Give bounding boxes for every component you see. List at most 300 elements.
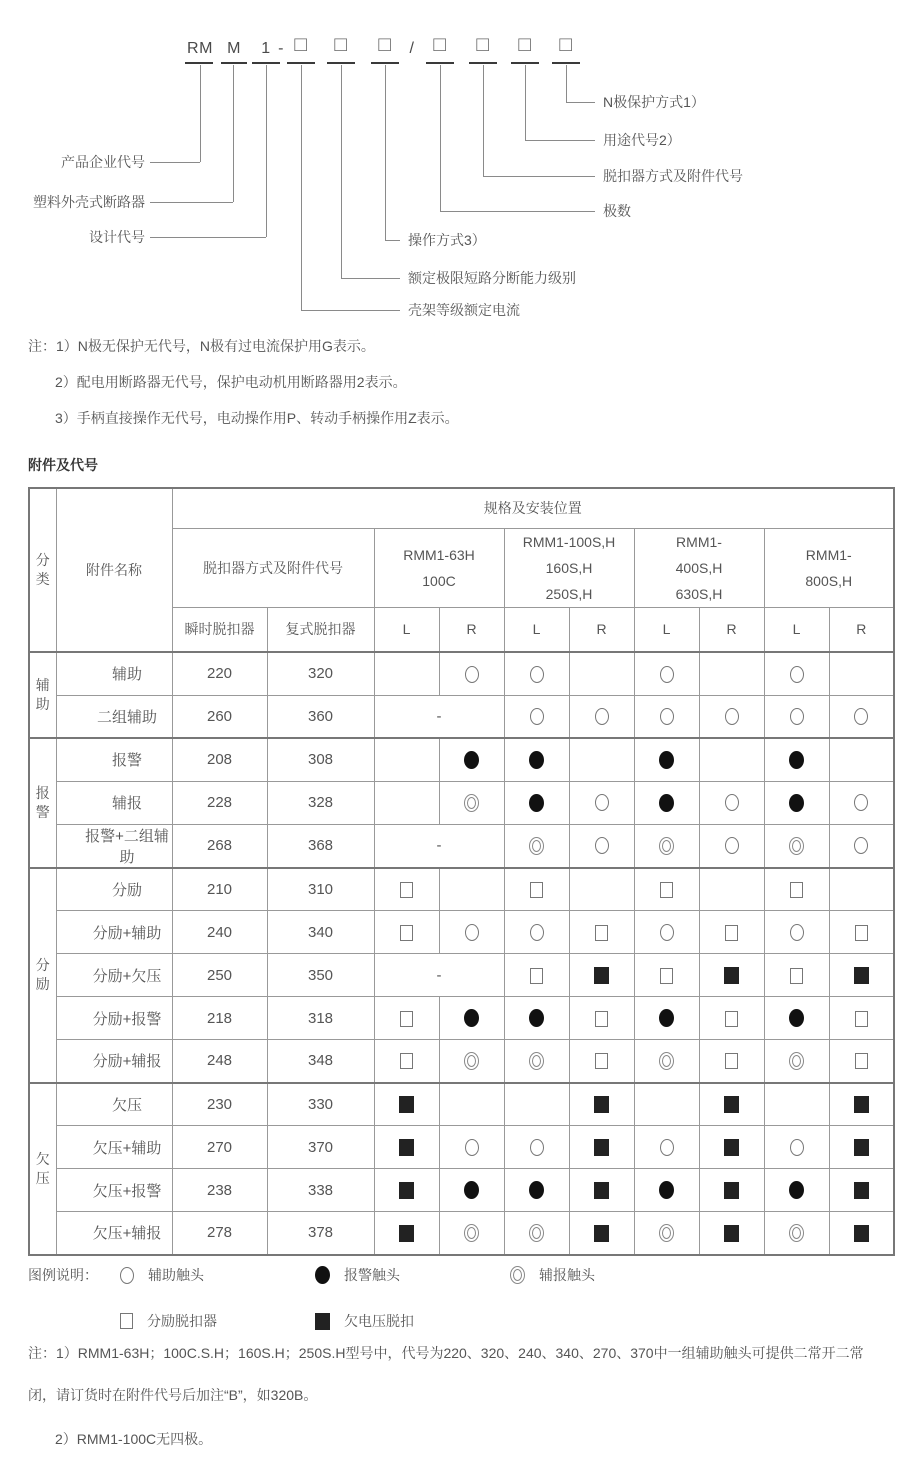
filled-square-icon: [854, 967, 869, 984]
code-number-cell: 218: [172, 997, 267, 1040]
code-underline: [552, 62, 580, 64]
symbol-cell: [439, 1169, 504, 1212]
hollow-square-icon: [400, 882, 413, 898]
hollow-circle-icon: [790, 708, 804, 725]
hollow-circle-icon: [790, 1139, 804, 1156]
filled-square-icon: [594, 1096, 609, 1113]
accessory-name-cell: 二组辅助: [56, 695, 172, 738]
hollow-circle-icon: [595, 837, 609, 854]
label-enterprise-code: 产品企业代号: [61, 154, 145, 170]
symbol-cell: [764, 1169, 829, 1212]
legend-label: 报警触头: [344, 1267, 400, 1283]
code-underline: [252, 62, 280, 64]
code-number-cell: 248: [172, 1040, 267, 1083]
double-circle-icon: [659, 1224, 674, 1242]
symbol-cell: [374, 1083, 439, 1126]
symbol-cell: [634, 1083, 699, 1126]
symbol-cell: [374, 997, 439, 1040]
symbol-cell: [764, 911, 829, 954]
filled-square-icon: [724, 1225, 739, 1242]
notes-bottom: [28, 1332, 890, 1460]
model-code-diagram: [0, 0, 900, 330]
symbol-cell: [764, 997, 829, 1040]
accessory-name-cell: 辅报: [56, 781, 172, 824]
filled-circle-icon: [529, 794, 544, 812]
code-underline: [287, 62, 315, 64]
symbol-cell: [634, 1169, 699, 1212]
symbol-cell: [699, 652, 764, 695]
filled-square-icon: [854, 1096, 869, 1113]
legend-label: 辅报触头: [539, 1267, 595, 1283]
symbol-cell: [569, 1126, 634, 1169]
table-row: [29, 1040, 894, 1083]
note-line: 2）RMM1-100C无四极。: [55, 1431, 213, 1447]
code-number-cell: 318: [267, 997, 374, 1040]
symbol-cell: [439, 1126, 504, 1169]
double-circle-icon: [659, 1052, 674, 1070]
hollow-circle-icon: [530, 924, 544, 941]
symbol-cell: [764, 1040, 829, 1083]
code-number-cell: 350: [267, 954, 374, 997]
symbol-cell: [569, 695, 634, 738]
legend-title: 图例说明：: [28, 1267, 98, 1283]
connector-line: [266, 65, 267, 237]
filled-circle-icon: [464, 1009, 479, 1027]
code-number-cell: 378: [267, 1212, 374, 1255]
symbol-cell: [569, 1040, 634, 1083]
code-number-cell: 220: [172, 652, 267, 695]
note-line: 2）配电用断路器无代号，保护电动机用断路器用2表示。: [55, 374, 407, 390]
hollow-circle-icon: [790, 666, 804, 683]
code-underline: [221, 62, 247, 64]
accessory-name-cell: 辅助: [56, 652, 172, 695]
hollow-circle-icon: [725, 708, 739, 725]
table-row: [29, 1126, 894, 1169]
symbol-cell: [439, 1212, 504, 1255]
connector-line: [150, 202, 233, 203]
symbol-cell: [699, 954, 764, 997]
hollow-square-icon: [595, 925, 608, 941]
symbol-cell: [699, 1126, 764, 1169]
symbol-cell: [699, 781, 764, 824]
filled-circle-icon: [789, 1181, 804, 1199]
filled-circle-icon: [659, 794, 674, 812]
accessory-name-cell: 分励: [56, 868, 172, 911]
connector-line: [440, 211, 595, 212]
symbol-cell: [829, 738, 894, 781]
symbol-cell: [634, 781, 699, 824]
symbol-cell: [699, 997, 764, 1040]
accessory-name-cell: 分励+欠压: [56, 954, 172, 997]
hollow-square-icon: [595, 1053, 608, 1069]
symbol-cell: [439, 997, 504, 1040]
accessory-name-cell: 欠压+报警: [56, 1169, 172, 1212]
hollow-square-icon: [855, 1053, 868, 1069]
filled-square-icon: [854, 1182, 869, 1199]
code-box: □: [559, 33, 573, 56]
accessory-name-cell: 欠压+辅助: [56, 1126, 172, 1169]
filled-square-icon: [399, 1225, 414, 1242]
compound-release-header: 复式脱扣器: [267, 607, 374, 652]
double-circle-icon: [529, 1052, 544, 1070]
legend-row-2: [28, 1308, 888, 1334]
symbol-cell: [829, 911, 894, 954]
category-cell: [29, 868, 56, 1083]
code-number-cell: 308: [267, 738, 374, 781]
hollow-circle-icon: [530, 1139, 544, 1156]
symbol-cell: [699, 738, 764, 781]
filled-square-icon: [854, 1225, 869, 1242]
hollow-circle-icon: [790, 924, 804, 941]
category-label: 辅助: [35, 677, 50, 712]
symbol-cell: [829, 1126, 894, 1169]
double-circle-icon: [789, 1224, 804, 1242]
hollow-circle-icon: [854, 837, 868, 854]
symbol-cell: [439, 781, 504, 824]
code-box: □: [518, 33, 532, 56]
hollow-square-icon: [855, 1011, 868, 1027]
symbol-cell: [569, 911, 634, 954]
connector-line: [385, 65, 386, 240]
model-header-1: RMM1-100S,H 160S,H 250S,H: [504, 528, 634, 607]
connector-line: [483, 65, 484, 176]
code-number-cell: 240: [172, 911, 267, 954]
code-number-cell: 210: [172, 868, 267, 911]
symbol-cell: [374, 1212, 439, 1255]
code-number-cell: 368: [267, 824, 374, 868]
symbol-cell: [634, 954, 699, 997]
symbol-cell: [504, 695, 569, 738]
hollow-circle-icon: [530, 666, 544, 683]
code-number-cell: 250: [172, 954, 267, 997]
filled-circle-icon: [789, 1009, 804, 1027]
table-row: [29, 868, 894, 911]
label-frame-rated-current: 壳架等级额定电流: [408, 302, 520, 318]
symbol-cell: [569, 1169, 634, 1212]
symbol-cell: [764, 1212, 829, 1255]
section-title: 附件及代号: [28, 457, 98, 473]
hollow-circle-icon: [660, 1139, 674, 1156]
table-row: [29, 954, 894, 997]
double-circle-icon: [464, 1052, 479, 1070]
filled-square-icon: [724, 967, 739, 984]
symbol-cell: [829, 868, 894, 911]
double-circle-icon: [529, 1224, 544, 1242]
symbol-cell: [764, 652, 829, 695]
hollow-square-icon: [790, 882, 803, 898]
accessory-name-cell: 分励+辅助: [56, 911, 172, 954]
symbol-cell: [504, 1126, 569, 1169]
symbol-cell: [634, 911, 699, 954]
lr-header: L: [764, 607, 829, 652]
note-line: 注：1）RMM1-63H；100C.S.H；160S.H；250S.H型号中，代号为220、320、240、340、270、370中一组辅助触头可提供二常开二常闭，请订货时在附件代号后加注“B”，如320B。: [28, 1345, 864, 1403]
filled-circle-icon: [464, 751, 479, 769]
hollow-circle-icon: [854, 794, 868, 811]
symbol-cell: [634, 1040, 699, 1083]
symbol-cell: [439, 911, 504, 954]
symbol-cell: [634, 738, 699, 781]
spec-position-header: 规格及安装位置: [172, 488, 894, 528]
category-cell: [29, 1083, 56, 1255]
symbol-cell: [504, 652, 569, 695]
hollow-circle-icon: [660, 666, 674, 683]
filled-square-icon: [724, 1139, 739, 1156]
code-underline: [185, 62, 213, 64]
symbol-cell: [374, 652, 439, 695]
code-underline: [327, 62, 355, 64]
category-label: 报警: [35, 784, 50, 820]
category-cell: [29, 652, 56, 738]
hollow-circle-icon: [465, 666, 479, 683]
filled-circle-icon: [789, 794, 804, 812]
symbol-cell: [829, 1083, 894, 1126]
table-row: [29, 997, 894, 1040]
lr-header: L: [634, 607, 699, 652]
symbol-cell: [634, 652, 699, 695]
label-usage-code: 用途代号2）: [603, 132, 681, 148]
hollow-square-icon: [595, 1011, 608, 1027]
code-number-cell: 370: [267, 1126, 374, 1169]
symbol-cell: [634, 695, 699, 738]
table-row: [29, 1169, 894, 1212]
symbol-cell: [374, 911, 439, 954]
filled-square-icon: [594, 1182, 609, 1199]
filled-circle-icon: [529, 1009, 544, 1027]
symbol-cell: [569, 954, 634, 997]
symbol-cell: [699, 1169, 764, 1212]
hollow-square-icon: [120, 1313, 133, 1329]
dash-cell: -: [374, 954, 504, 997]
connector-line: [301, 65, 302, 310]
symbol-cell: [699, 868, 764, 911]
accessories-table: [28, 487, 895, 1256]
hollow-circle-icon: [660, 708, 674, 725]
connector-line: [385, 240, 400, 241]
hollow-square-icon: [855, 925, 868, 941]
symbol-cell: [569, 738, 634, 781]
code-number-cell: 330: [267, 1083, 374, 1126]
accessory-name-cell: 分励+辅报: [56, 1040, 172, 1083]
legend-item: [315, 1311, 510, 1331]
lr-header: L: [504, 607, 569, 652]
code-box: □: [294, 33, 308, 56]
hollow-circle-icon: [595, 708, 609, 725]
header-row-1: [29, 488, 894, 528]
symbol-cell: [764, 1083, 829, 1126]
double-circle-icon: [464, 794, 479, 812]
code-box: □: [334, 33, 348, 56]
code-number-cell: 310: [267, 868, 374, 911]
symbol-cell: [439, 868, 504, 911]
code-box: □: [378, 33, 392, 56]
code-number-cell: 208: [172, 738, 267, 781]
lr-header: R: [439, 607, 504, 652]
connector-line: [150, 237, 266, 238]
code-number-cell: 328: [267, 781, 374, 824]
hollow-circle-icon: [725, 794, 739, 811]
model-header-3: RMM1- 800S,H: [764, 528, 894, 607]
dash-cell: -: [374, 824, 504, 868]
connector-line: [341, 278, 400, 279]
symbol-cell: [634, 1212, 699, 1255]
accessories-table-body: [29, 652, 894, 1255]
connector-line: [341, 65, 342, 278]
filled-square-icon: [399, 1139, 414, 1156]
filled-circle-icon: [659, 1181, 674, 1199]
hollow-square-icon: [530, 968, 543, 984]
table-row: [29, 824, 894, 868]
symbol-cell: [504, 1040, 569, 1083]
symbol-cell: [569, 997, 634, 1040]
symbol-cell: [504, 781, 569, 824]
connector-line: [440, 65, 441, 211]
filled-square-icon: [399, 1182, 414, 1199]
filled-square-icon: [315, 1313, 330, 1330]
legend-items: [120, 1265, 705, 1285]
symbol-cell: [439, 1040, 504, 1083]
symbol-cell: [504, 738, 569, 781]
hollow-square-icon: [400, 1053, 413, 1069]
lr-header: R: [699, 607, 764, 652]
symbol-cell: [829, 824, 894, 868]
code-number-cell: 230: [172, 1083, 267, 1126]
code-number-cell: 278: [172, 1212, 267, 1255]
lr-header: L: [374, 607, 439, 652]
note-line: 3）手柄直接操作无代号，电动操作用P、转动手柄操作用Z表示。: [55, 410, 459, 426]
label-breaking-capacity: 额定极限短路分断能力级别: [408, 270, 576, 286]
code-number-cell: 320: [267, 652, 374, 695]
symbol-cell: [374, 1040, 439, 1083]
double-circle-icon: [510, 1266, 525, 1284]
symbol-cell: [569, 1083, 634, 1126]
code-box: □: [476, 33, 490, 56]
symbol-cell: [764, 781, 829, 824]
code-underline: [371, 62, 399, 64]
hollow-circle-icon: [465, 1139, 479, 1156]
code-number-cell: 228: [172, 781, 267, 824]
category-header: [29, 488, 56, 652]
table-row: [29, 1212, 894, 1255]
hollow-square-icon: [530, 882, 543, 898]
symbol-cell: [699, 911, 764, 954]
code-number-cell: 238: [172, 1169, 267, 1212]
legend-items: [120, 1311, 510, 1331]
hollow-square-icon: [660, 968, 673, 984]
symbol-cell: [569, 781, 634, 824]
connector-line: [566, 102, 595, 103]
accessory-name-cell: 报警+二组辅助: [56, 824, 172, 868]
filled-circle-icon: [464, 1181, 479, 1199]
code-number-cell: 340: [267, 911, 374, 954]
label-release-accessory-code: 脱扣器方式及附件代号: [603, 168, 743, 184]
note-line: 注：1）N极无保护无代号，N极有过电流保护用G表示。: [28, 338, 375, 354]
accessories-table-wrap: [28, 487, 895, 1256]
hollow-circle-icon: [120, 1267, 134, 1284]
symbol-cell: [504, 1212, 569, 1255]
symbol-cell: [439, 738, 504, 781]
hollow-square-icon: [790, 968, 803, 984]
filled-circle-icon: [315, 1266, 330, 1284]
hollow-circle-icon: [530, 708, 544, 725]
filled-square-icon: [724, 1182, 739, 1199]
hollow-circle-icon: [595, 794, 609, 811]
filled-square-icon: [854, 1139, 869, 1156]
symbol-cell: [634, 997, 699, 1040]
filled-square-icon: [724, 1096, 739, 1113]
code-number-cell: 270: [172, 1126, 267, 1169]
symbol-cell: [829, 1212, 894, 1255]
hollow-square-icon: [660, 882, 673, 898]
symbol-cell: [374, 738, 439, 781]
accessory-name-cell: 欠压: [56, 1083, 172, 1126]
legend-item: [510, 1265, 705, 1285]
connector-line: [566, 65, 567, 102]
double-circle-icon: [659, 837, 674, 855]
code-number-cell: 338: [267, 1169, 374, 1212]
connector-line: [483, 176, 595, 177]
symbol-cell: [829, 1169, 894, 1212]
code-part: M: [227, 40, 241, 57]
code-part: /: [409, 40, 415, 57]
filled-circle-icon: [659, 751, 674, 769]
code-part: 1: [261, 40, 271, 57]
code-underline: [426, 62, 454, 64]
table-row: [29, 738, 894, 781]
symbol-cell: [504, 954, 569, 997]
symbol-cell: [504, 1169, 569, 1212]
symbol-cell: [829, 997, 894, 1040]
trip-mode-header: 脱扣器方式及附件代号: [172, 528, 374, 607]
filled-circle-icon: [659, 1009, 674, 1027]
filled-square-icon: [594, 967, 609, 984]
category-label: 欠压: [35, 1150, 50, 1186]
code-part: RM: [187, 40, 213, 57]
symbol-cell: [569, 824, 634, 868]
filled-square-icon: [399, 1096, 414, 1113]
hollow-square-icon: [725, 1053, 738, 1069]
double-circle-icon: [464, 1224, 479, 1242]
label-design-code: 设计代号: [89, 229, 145, 245]
table-row: [29, 652, 894, 695]
legend-label: 辅助触头: [148, 1267, 204, 1283]
hollow-square-icon: [725, 925, 738, 941]
symbol-cell: [504, 997, 569, 1040]
code-number-cell: 268: [172, 824, 267, 868]
symbol-cell: [504, 911, 569, 954]
filled-circle-icon: [789, 751, 804, 769]
symbol-cell: [699, 824, 764, 868]
symbol-cell: [504, 868, 569, 911]
connector-line: [150, 162, 200, 163]
legend-row-1: [28, 1262, 888, 1288]
model-header-2: RMM1- 400S,H 630S,H: [634, 528, 764, 607]
symbol-cell: [634, 824, 699, 868]
hollow-circle-icon: [854, 708, 868, 725]
table-row: [29, 695, 894, 738]
symbol-cell: [699, 1040, 764, 1083]
accessory-name-cell: 分励+报警: [56, 997, 172, 1040]
symbol-cell: [764, 695, 829, 738]
connector-line: [525, 140, 595, 141]
hollow-circle-icon: [725, 837, 739, 854]
double-circle-icon: [789, 837, 804, 855]
filled-circle-icon: [529, 751, 544, 769]
symbol-cell: [439, 1083, 504, 1126]
accessory-name-header: 附件名称: [56, 488, 172, 652]
table-row: [29, 1083, 894, 1126]
legend-label: 分励脱扣器: [147, 1313, 217, 1329]
lr-header: R: [829, 607, 894, 652]
